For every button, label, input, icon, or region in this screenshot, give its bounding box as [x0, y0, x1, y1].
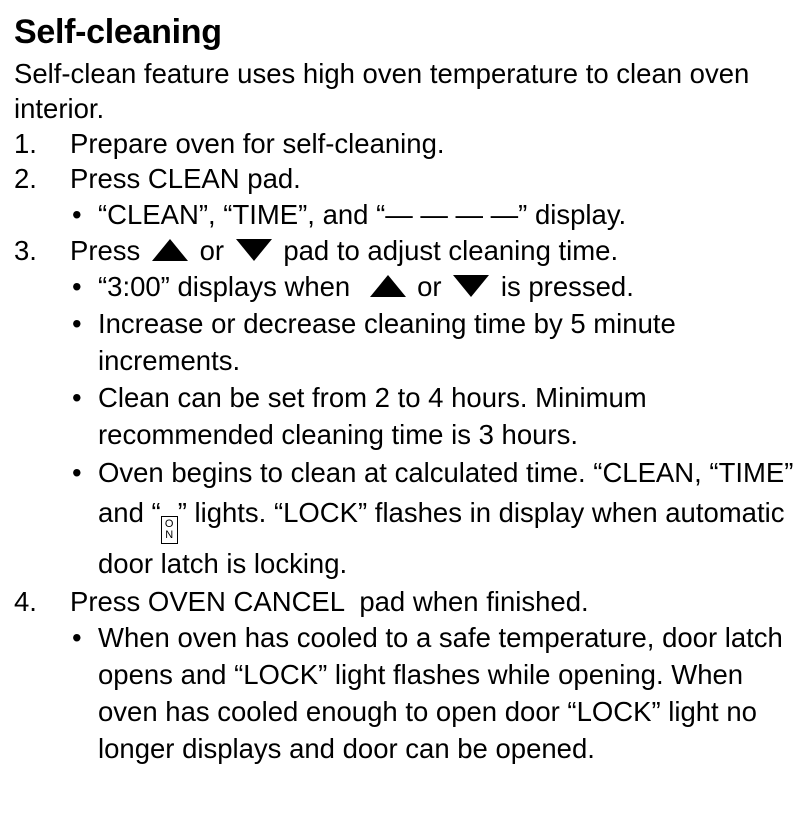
step-2-bullet-1 — [70, 196, 799, 233]
bullet-mark: • — [72, 308, 82, 339]
step-text-part: Press — [70, 235, 141, 266]
bullet-text-part: “3:00” displays when — [98, 271, 351, 302]
triangle-up-icon — [152, 239, 188, 261]
step-text: Prepare oven for self-cleaning. — [70, 128, 445, 159]
step-text-part: pad to adjust cleaning time. — [283, 235, 619, 266]
step-number: 3. — [14, 235, 37, 266]
section-title: Self-cleaning — [14, 13, 222, 51]
triangle-down-icon — [236, 239, 272, 261]
step-3-bullet-4 — [70, 453, 799, 584]
step-text-part: or — [199, 235, 225, 266]
step-text: Press OVEN CANCEL pad when finished. — [70, 586, 589, 617]
step-4 — [14, 584, 799, 619]
step-4-bullet-1 — [70, 619, 799, 767]
bullet-mark: • — [72, 271, 82, 302]
step-number: 2. — [14, 163, 37, 194]
on-icon-top: O — [164, 518, 174, 530]
bullet-mark: • — [72, 457, 82, 488]
step-3-bullet-2 — [70, 305, 799, 379]
step-3-bullet-3 — [70, 379, 799, 453]
bullet-text: When oven has cooled to a safe temperature, door latch opens and “LOCK” light flashes while opening. When oven has cooled enough to open door “LOCK” light no longer displays and door can be opened. — [98, 622, 783, 764]
bullet-text-part: Oven begins to clean at calculated time. “CLEAN, “TIME” and “ — [98, 457, 794, 528]
bullet-text: Increase or decrease cleaning time by 5 minute increments. — [98, 308, 676, 376]
bullet-mark: • — [72, 199, 82, 230]
bullet-text-part: is pressed. — [500, 271, 634, 302]
bullet-text: “CLEAN”, “TIME”, and “— — — —” display. — [98, 199, 627, 230]
intro-paragraph: Self-clean feature uses high oven temperature to clean oven interior. — [14, 58, 750, 124]
triangle-up-icon — [370, 275, 406, 297]
bullet-text: Clean can be set from 2 to 4 hours. Minimum recommended cleaning time is 3 hours. — [98, 382, 647, 450]
step-3-bullet-1 — [70, 268, 799, 305]
triangle-down-icon — [453, 275, 489, 297]
on-indicator-icon — [161, 516, 178, 544]
bullet-mark: • — [72, 382, 82, 413]
on-icon-bottom: N — [165, 529, 174, 541]
bullet-text — [98, 453, 799, 584]
step-number: 1. — [14, 128, 37, 159]
bullet-text — [98, 268, 799, 305]
step-2 — [14, 161, 799, 196]
bullet-mark: • — [72, 622, 82, 653]
document — [14, 10, 799, 767]
step-text — [70, 233, 799, 268]
bullet-text-part: ” lights. “LOCK” flashes in display when automatic door latch is locking. — [98, 497, 785, 579]
step-3 — [14, 233, 799, 268]
step-text: Press CLEAN pad. — [70, 163, 301, 194]
step-number: 4. — [14, 586, 37, 617]
bullet-text-part: or — [417, 271, 442, 302]
step-1 — [14, 126, 799, 161]
